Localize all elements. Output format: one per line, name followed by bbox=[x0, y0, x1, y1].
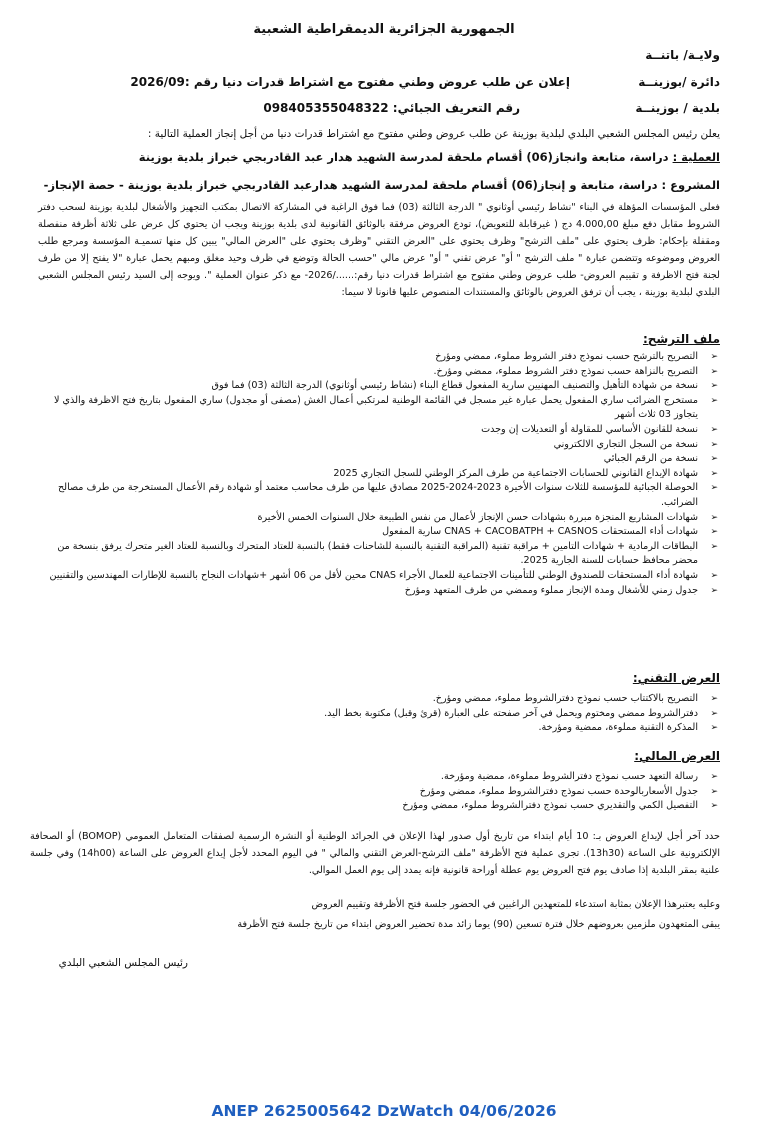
validity-line: يبقى المتعهدون ملزمين بعروضهم خلال فترة تسعين (90) يوما زائد مدة تحضير العروض ابتداء من تاريخ جلسة فتح الأظرفة bbox=[237, 919, 720, 930]
tax-id: رقم التعريف الجبائي: 098405355048322 bbox=[263, 101, 520, 115]
commune-label: بلدية / بوزينــة bbox=[635, 101, 720, 115]
list-item: ➢ شهادات أداء المستحقات CNAS + CACOBATPH + CASNOS سارية المفعول bbox=[36, 525, 720, 540]
list-item: ➢ التصريح بالنزاهة حسب نموذج دفتر الشروط مملوء، ممضي ومؤرخ. bbox=[36, 365, 720, 380]
main-paragraph: فعلى المؤسسات المؤهلة في البناء "نشاط رئيسي أوثانوي " الدرجة الثالثة (03) فما فوق الراغبة في المشاركة الاتصال بمكتب التجهيز والأشغال لبلدية بوزينة لسحب دفتر الشروط مقابل دفع مبلغ 4.000,00 دج ( غيرقابلة للتعويض)، تودع العروض مرفقة بالوثائق القانونية لدى بلدية بوزينة ويجب ان يحتوي كل عرض على ثلاثة أظرفة منفصلة ومقفلة بإحكام: ظرف يحتوي على "ملف الترشح" وظرف يحتوي على "العرض التقني "وظرف يحتوي على "العرض المالي" يبين كل منها تسميـة المؤسسة ومرجع طلب العروض وموضوعه وتتضمن عبارة " ملف الترشح " أو" عرض تقني " أو" عرض مالي "حسب الحالة وتوضع في ظرف وحيد مغلق ومبهم يحمل عبارة "لا يفتح إلا من طرف لجنة فتح الاظرفة و تقييم العروض- طلب عروض وطني مفتوح مع اشتراط قدرات دنيا رقم:....../2026- مع ذكر عنوان العملية ". ويوجه إلى السيد رئيس المجلس الشعبي البلدي لبلدية بوزينة ، يجب أن ترفق العروض بالوثائق والمستندات المنصوص عليها قانونا لا سيما: bbox=[38, 202, 721, 298]
list-item: ➢ نسخة من شهادة التأهيل والتصنيف المهنيين سارية المفعول قطاع البناء (نشاط رئيسي أوثانوي) الدرجة الثالثة (03) فما فوق bbox=[36, 379, 720, 394]
financial-list bbox=[36, 770, 720, 814]
signature-label: رئيس المجلس الشعبي البلدي bbox=[58, 957, 188, 969]
intro-text: يعلن رئيس المجلس الشعبي البلدي لبلدية بوزينة عن طلب عروض وطني مفتوح مع اشتراط قدرات دنيا من أجل إنجاز العملية التالية : bbox=[147, 128, 720, 140]
list-item: ➢ شهادة الإيداع القانوني للحسابات الاجتماعية من طرف المركز الوطني للسجل التجاري 2025 bbox=[36, 467, 720, 482]
candidacy-list bbox=[36, 350, 720, 598]
list-item: ➢ نسخة من السجل التجاري الالكتروني bbox=[36, 438, 720, 453]
list-item: ➢ جدول الأسعاربالوحدة حسب نموذج دفترالشروط مملوء، ممضي ومؤرخ bbox=[36, 785, 720, 800]
list-item: ➢ الحوصلة الجبائية للمؤسسة للثلاث سنوات الأخيرة 2023-2024-2025 مصادق عليها من طرف محاسب معتمد أو شهادة رقم الأعمال المستخرجة من طرف مصالح الضرائب. bbox=[36, 481, 720, 510]
list-item: ➢ مستخرج الضرائب ساري المفعول يحمل عبارة غير مسجل في القائمة الوطنية لمرتكبي أعمال الغش (مصفى أو مجدول) ساري المفعول بتاريخ فتح الاظرفة والذي لا يتجاوز 03 ثلاث أشهر bbox=[36, 394, 720, 423]
footer-reference: ANEP 2625005642 DzWatch 04/06/2026 bbox=[211, 1102, 557, 1120]
wilaya-label: ولايـة/ باتنــة bbox=[645, 48, 720, 62]
list-item: ➢ المذكرة التقنية مملوءة، ممضية ومؤرخة. bbox=[36, 721, 720, 736]
list-item: ➢ التصريح بالترشح حسب نموذج دفتر الشروط مملوء، ممضي ومؤرخ bbox=[36, 350, 720, 365]
list-item: ➢ رسالة التعهد حسب نموذج دفترالشروط مملوءة، ممضية ومؤرخة. bbox=[36, 770, 720, 785]
list-item: ➢ شهادة أداء المستحقات للصندوق الوطني للتأمينات الاجتماعية للعمال الأجراء CNAS محين لأقل من 06 أشهر +شهادات النجاح بالنسبة للإطارات المهندسين والتقنيين bbox=[36, 569, 720, 584]
technical-list bbox=[36, 692, 720, 736]
list-item: ➢ شهادات المشاريع المنجزة مبررة بشهادات حسن الإنجاز لأعمال من نفس الطبيعة خلال السنوات الخمس الأخيرة bbox=[36, 511, 720, 526]
operation-label: العملية : bbox=[672, 150, 720, 164]
project-line: المشروع : دراسة، متابعة و إنجاز(06) أقسام ملحقة لمدرسة الشهيد هدارعبد القادربجي خبراز بلدية بوزينة - حصة الإنجاز- bbox=[43, 178, 720, 192]
notice-title: إعلان عن طلب عروض وطني مفتوح مع اشتراط قدرات دنيا رقم :2026/09 bbox=[130, 75, 570, 89]
list-item: ➢ التفصيل الكمي والتقديري حسب نموذج دفترالشروط مملوء، ممضي ومؤرخ bbox=[36, 799, 720, 814]
deadline-paragraph: حدد آخر أجل لإيداع العروض بـ: 10 أيام ابتداء من تاريخ أول صدور لهذا الإعلان في الجرائد الوطنية أو النشرة الرسمية لصفقات المتعامل العمومي (BOMOP) أو الصحافة الإلكترونية على الساعة (13h30). تجرى عملية فتح الأظرفة "ملف الترشح-العرض التقني والمالي " في اليوم المحدد لأجل إيداع العروض على الساعة (14h00) وفي جلسة علنية بمقر البلدية إذا صادف يوم فتح العروض يوم عطلة أوراحة قانونية فإنه يمدد إلى يوم العمل الموالي. bbox=[30, 831, 720, 876]
operation-text: دراسة، متابعة وانجاز(06) أقسام ملحقة لمدرسة الشهيد هدار عبد القادربجي خبراز بلدية بوزينة bbox=[138, 150, 673, 164]
republic-title: الجمهورية الجزائرية الديمقراطية الشعبية bbox=[253, 22, 515, 37]
list-item: ➢ نسخة للقانون الأساسي للمقاولة أو التعديلات إن وجدت bbox=[36, 423, 720, 438]
technical-section-title: العرض التقني: bbox=[632, 671, 720, 685]
financial-section-title: العرض المالي: bbox=[634, 749, 720, 763]
daira-label: دائرة /بوزينــة bbox=[638, 75, 720, 89]
list-item: ➢ نسخة من الرقم الجبائي bbox=[36, 452, 720, 467]
list-item: ➢ جدول زمني للأشغال ومدة الإنجاز مملوء وممضي من طرف المتعهد ومؤرخ bbox=[36, 584, 720, 599]
operation-line bbox=[40, 150, 720, 164]
list-item: ➢ دفترالشروط ممضي ومختوم ويحمل في آخر صفحته على العبارة (قرئ وقبل) مكتوبة بخط اليد. bbox=[36, 707, 720, 722]
list-item: ➢ البطاقات الرمادية + شهادات التامين + مراقبة تقنية (المراقبة التقنية بالنسبة للشاحنات فقط) بالنسبة للعتاد المتحرك وبالنسبة للعتاد الغير متحرك يرفق بنسخة من محضر محافظ حسابات للسنة الجارية 2025. bbox=[36, 540, 720, 569]
candidacy-section-title: ملف الترشح: bbox=[642, 332, 720, 346]
list-item: ➢ التصريح بالاكتتاب حسب نموذج دفترالشروط مملوء، ممضي ومؤرخ. bbox=[36, 692, 720, 707]
invitation-line: وعليه يعتبرهذا الإعلان بمثابة استدعاء للمتعهدين الراغبين في الحضور جلسة فتح الأظرفة وتقييم العروض bbox=[311, 899, 720, 910]
